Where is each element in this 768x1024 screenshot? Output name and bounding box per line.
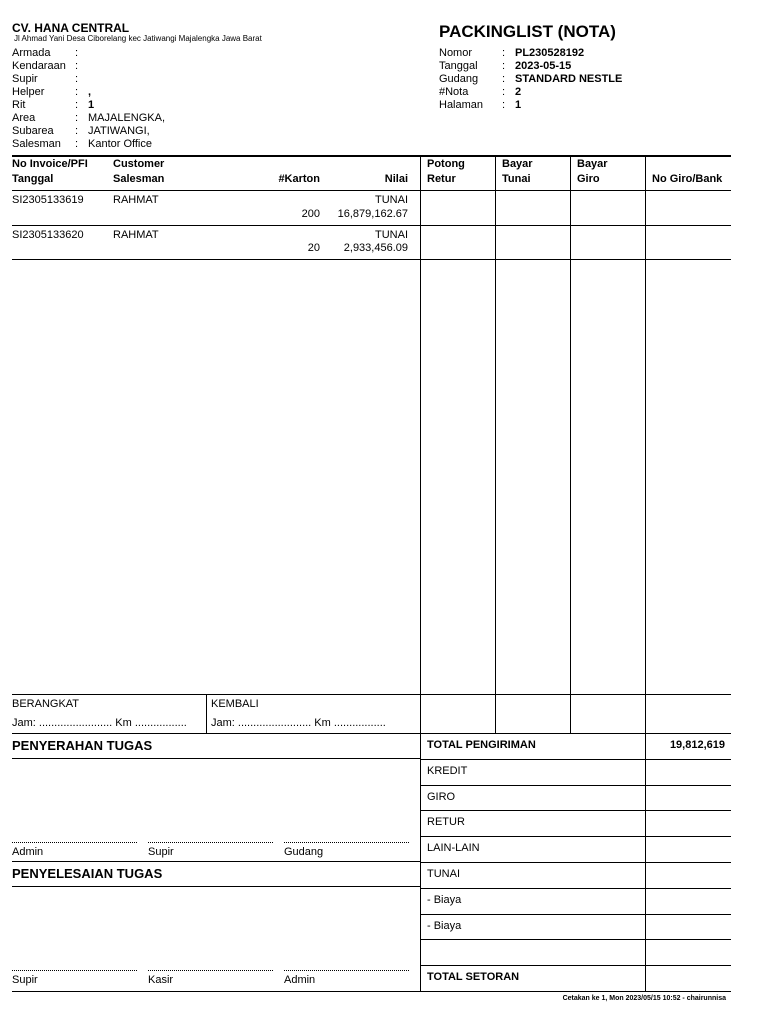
berangkat-label: BERANGKAT <box>12 698 80 710</box>
signature-line <box>12 970 137 971</box>
header-giro: Giro <box>577 173 600 185</box>
signer-admin: Admin <box>12 846 44 858</box>
summary-label: LAIN-LAIN <box>427 842 480 854</box>
header-retur: Retur <box>427 173 456 185</box>
row-divider <box>12 259 731 260</box>
trip-box-top <box>12 694 731 695</box>
info-label: Salesman <box>12 138 61 150</box>
info-label: Kendaraan <box>12 60 66 72</box>
summary-row-rule <box>420 810 731 811</box>
signer-supir: Supir <box>148 846 174 858</box>
info-label: #Nota <box>439 86 469 98</box>
signature-line <box>148 842 273 843</box>
print-footer: Cetakan ke 1, Mon 2023/05/15 10:52 - chairunnisa <box>562 995 726 1002</box>
row-payment: TUNAI <box>375 194 408 206</box>
info-colon: : <box>502 73 506 85</box>
row-invoice: SI2305133620 <box>12 229 84 241</box>
info-label: Rit <box>12 99 26 111</box>
info-value: PL230528192 <box>515 47 585 59</box>
header-no-giro-bank: No Giro/Bank <box>652 173 723 185</box>
header-bayar-giro: Bayar <box>577 158 608 170</box>
info-colon: : <box>75 86 79 98</box>
summary-row-rule <box>420 733 731 734</box>
info-label: Nomor <box>439 47 473 59</box>
signature-line <box>284 970 409 971</box>
info-colon: : <box>502 47 506 59</box>
header-tunai: Tunai <box>502 173 531 185</box>
signature-line <box>148 970 273 971</box>
row-invoice: SI2305133619 <box>12 194 84 206</box>
info-value: , <box>88 86 92 98</box>
kembali-label: KEMBALI <box>211 698 259 710</box>
summary-label: TOTAL PENGIRIMAN <box>427 739 536 751</box>
row-nilai: 16,879,162.67 <box>337 208 408 220</box>
summary-value: 19,812,619 <box>669 739 725 751</box>
row-customer: RAHMAT <box>113 194 159 206</box>
page-bottom-rule <box>12 991 731 992</box>
info-value: 1 <box>515 99 522 111</box>
row-karton: 200 <box>301 208 320 220</box>
company-name: CV. HANA CENTRAL <box>12 21 130 35</box>
document-title: PACKINGLIST (NOTA) <box>439 22 616 41</box>
info-colon: : <box>502 60 506 72</box>
summary-row-rule <box>420 914 731 915</box>
summary-label: GIRO <box>427 791 456 803</box>
header-nilai: Nilai <box>384 173 408 185</box>
summary-row-rule <box>420 785 731 786</box>
info-label: Area <box>12 112 36 124</box>
info-colon: : <box>75 112 79 124</box>
summary-row-rule <box>420 862 731 863</box>
summary-row-rule <box>420 759 731 760</box>
info-colon: : <box>75 125 79 137</box>
trip-divider <box>206 694 207 734</box>
summary-label: - Biaya <box>427 920 462 932</box>
header-bayar-tunai: Bayar <box>502 158 533 170</box>
summary-row-rule <box>420 939 731 940</box>
summary-row-rule <box>420 965 731 966</box>
info-label: Tanggal <box>439 60 478 72</box>
header-invoice: No Invoice/PFI <box>12 158 88 170</box>
summary-label: KREDIT <box>427 765 468 777</box>
info-colon: : <box>75 99 79 111</box>
header-potong: Potong <box>427 158 465 170</box>
row-divider <box>12 225 731 226</box>
info-value: 2 <box>515 86 522 98</box>
summary-label: TOTAL SETORAN <box>427 971 520 983</box>
info-label: Halaman <box>439 99 484 111</box>
company-address: Jl Ahmad Yani Desa Ciborelang kec Jatiwangi Majalengka Jawa Barat <box>14 34 262 43</box>
penyerahan-title: PENYERAHAN TUGAS <box>12 738 153 753</box>
info-colon: : <box>502 99 506 111</box>
signer-admin: Admin <box>284 974 316 986</box>
summary-label: - Biaya <box>427 894 462 906</box>
berangkat-jam-km: Jam: ........................ Km ................. <box>12 717 187 729</box>
info-value: JATIWANGI, <box>88 125 150 137</box>
penyerahan-rule <box>12 758 421 759</box>
column-divider <box>495 156 496 734</box>
info-value: 2023-05-15 <box>515 60 572 72</box>
info-value: MAJALENGKA, <box>88 112 166 124</box>
info-value: STANDARD NESTLE <box>515 73 623 85</box>
info-value: 1 <box>88 99 95 111</box>
summary-row-rule <box>420 888 731 889</box>
header-karton: #Karton <box>278 173 320 185</box>
header-salesman: Salesman <box>113 173 165 185</box>
row-karton: 20 <box>307 242 320 254</box>
signer-gudang: Gudang <box>284 846 324 858</box>
summary-row-rule <box>420 836 731 837</box>
row-payment: TUNAI <box>375 229 408 241</box>
column-divider <box>420 156 421 992</box>
signature-line <box>284 842 409 843</box>
info-label: Subarea <box>12 125 54 137</box>
info-label: Gudang <box>439 73 479 85</box>
info-label: Helper <box>12 86 45 98</box>
summary-label: TUNAI <box>427 868 460 880</box>
table-top-rule <box>12 155 731 157</box>
column-divider <box>570 156 571 734</box>
signer-supir: Supir <box>12 974 38 986</box>
penyelesaian-title: PENYELESAIAN TUGAS <box>12 866 163 881</box>
info-colon: : <box>75 138 79 150</box>
signature-line <box>12 842 137 843</box>
header-tanggal: Tanggal <box>12 173 54 185</box>
kembali-jam-km: Jam: ........................ Km ................. <box>211 717 386 729</box>
row-nilai: 2,933,456.09 <box>343 242 408 254</box>
signer-kasir: Kasir <box>148 974 174 986</box>
info-label: Armada <box>12 47 51 59</box>
penyelesaian-rule <box>12 886 421 887</box>
penyerahan-bottom-rule <box>12 861 421 862</box>
column-divider <box>645 156 646 992</box>
info-colon: : <box>502 86 506 98</box>
header-customer: Customer <box>113 158 165 170</box>
summary-label: RETUR <box>427 816 465 828</box>
table-header-rule <box>12 190 731 191</box>
info-colon: : <box>75 60 79 72</box>
info-colon: : <box>75 47 79 59</box>
info-label: Supir <box>12 73 38 85</box>
row-customer: RAHMAT <box>113 229 159 241</box>
info-value: Kantor Office <box>88 138 152 150</box>
info-colon: : <box>75 73 79 85</box>
